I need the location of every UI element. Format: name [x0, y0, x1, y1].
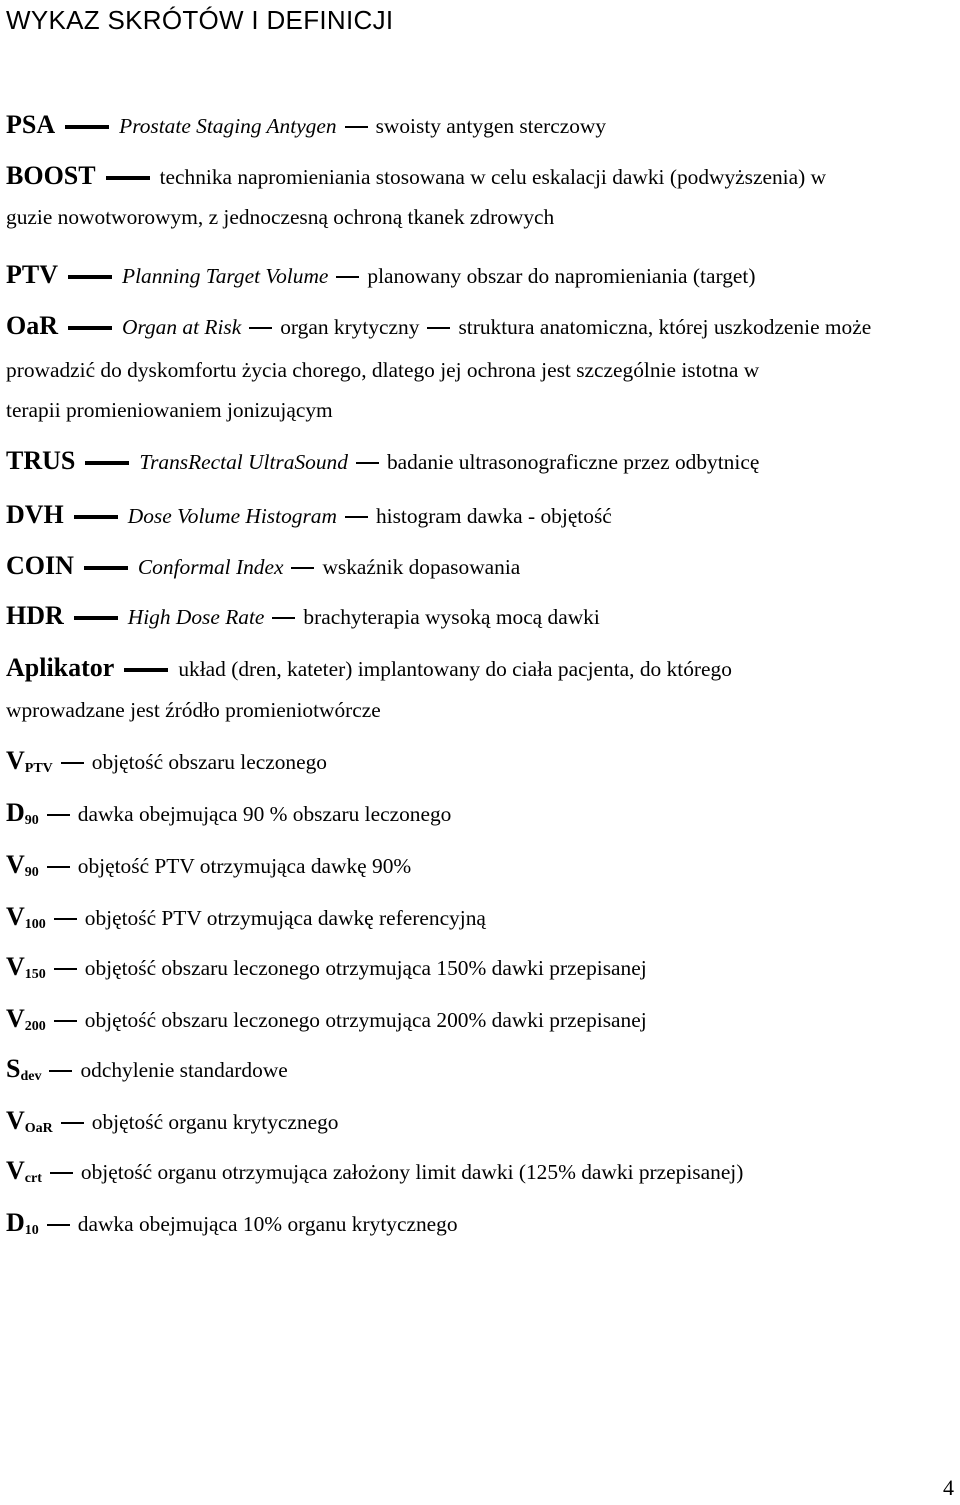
definition-text: histogram dawka - objętość — [375, 504, 612, 528]
definition-v90 — [6, 845, 946, 897]
english-name: High Dose Rate — [127, 605, 265, 629]
dash — [249, 327, 272, 329]
english-name: Dose Volume Histogram — [127, 504, 337, 528]
english-name: Prostate Staging Antygen — [119, 114, 337, 138]
definition-boost — [6, 155, 946, 253]
term-hdr: HDR — [6, 601, 64, 630]
definition-text: planowany obszar do napromieniania (target) — [367, 264, 756, 288]
term-vptv: $V_{PTV}$ — [6, 746, 53, 776]
definition-text: objętość PTV otrzymująca dawkę referencyjną — [84, 906, 486, 930]
dash — [49, 1070, 72, 1072]
dash — [106, 176, 150, 180]
english-name: TransRectal UltraSound — [139, 450, 348, 474]
term-d10: $D_{10}$ — [6, 1208, 39, 1238]
english-name: Planning Target Volume — [122, 264, 329, 288]
dash — [61, 1122, 84, 1124]
dash — [74, 616, 118, 620]
definition-v200 — [6, 999, 946, 1049]
dash — [68, 275, 112, 279]
definition-text: wprowadzane jest źródło promieniotwórcze — [6, 698, 381, 722]
definition-text: organ krytyczny — [280, 315, 420, 339]
term-vcrt: $V_{crt}$ — [6, 1156, 42, 1186]
dash — [345, 516, 368, 518]
dash — [85, 461, 129, 465]
dash — [68, 326, 112, 330]
definition-text: dawka obejmująca 90 % obszaru leczonego — [77, 802, 452, 826]
dash — [54, 1020, 77, 1022]
term-coin: COIN — [6, 551, 74, 580]
definition-text: objętość organu otrzymująca założony limit dawki (125% dawki przepisanej) — [80, 1160, 744, 1184]
term-trus: TRUS — [6, 446, 76, 475]
definition-text: terapii promieniowaniem jonizującym — [6, 398, 333, 422]
dash — [272, 617, 295, 619]
definition-vcrt — [6, 1151, 946, 1203]
definition-text: technika napromieniania stosowana w celu eskalacji dawki (podwyższenia) w — [159, 165, 827, 189]
definition-text: objętość obszaru leczonego otrzymująca 150% dawki przepisanej — [84, 956, 647, 980]
definition-d10 — [6, 1203, 946, 1253]
definition-psa — [6, 105, 946, 155]
dash — [47, 814, 70, 816]
definition-aplikator — [6, 645, 946, 741]
definition-trus — [6, 441, 946, 493]
definition-text: guzie nowotworowym, z jednoczesną ochroną tkanek zdrowych — [6, 205, 555, 229]
term-oar: OaR — [6, 311, 58, 340]
definition-text: układ (dren, kateter) implantowany do ciała pacjenta, do którego — [178, 657, 732, 681]
definition-text: objętość obszaru leczonego otrzymująca 200% dawki przepisanej — [84, 1008, 647, 1032]
dash — [427, 327, 450, 329]
dash — [47, 1224, 70, 1226]
definition-text: prowadzić do dyskomfortu życia chorego, dlatego jej ochrona jest szczególnie istotna w — [6, 358, 760, 382]
definition-hdr — [6, 593, 946, 645]
definition-text: odchylenie standardowe — [80, 1058, 288, 1082]
english-name: Conformal Index — [137, 555, 284, 579]
definition-vptv — [6, 741, 946, 793]
definition-v150 — [6, 947, 946, 999]
definition-text: objętość obszaru leczonego — [91, 750, 327, 774]
dash — [84, 566, 128, 570]
dash — [124, 668, 168, 672]
dash — [291, 567, 314, 569]
page-title: WYKAZ SKRÓTÓW I DEFINICJI — [6, 5, 394, 35]
term-d90: $D_{90}$ — [6, 798, 39, 828]
definition-text: dawka obejmująca 10% organu krytycznego — [77, 1212, 458, 1236]
definition-sdev — [6, 1049, 946, 1101]
definition-text: objętość organu krytycznego — [91, 1110, 339, 1134]
definition-oar — [6, 303, 946, 441]
definition-d90 — [6, 793, 946, 845]
term-v200: $V_{200}$ — [6, 1004, 46, 1034]
term-voar: $V_{OaR}$ — [6, 1106, 53, 1136]
english-name: Organ at Risk — [122, 315, 242, 339]
dash — [47, 866, 70, 868]
definition-text: badanie ultrasonograficzne przez odbytnicę — [386, 450, 760, 474]
dash — [54, 918, 77, 920]
term-v100: $V_{100}$ — [6, 902, 46, 932]
definition-v100 — [6, 897, 946, 947]
definition-text: wskaźnik dopasowania — [322, 555, 521, 579]
dash — [336, 276, 359, 278]
definition-text: swoisty antygen sterczowy — [375, 114, 607, 138]
term-ptv: PTV — [6, 260, 58, 289]
term-dvh: DVH — [6, 500, 64, 529]
term-boost: BOOST — [6, 161, 96, 190]
definitions-list — [6, 105, 946, 1253]
term-sdev: $S_{dev}$ — [6, 1054, 42, 1084]
dash — [65, 125, 109, 129]
dash — [74, 515, 118, 519]
definition-ptv — [6, 253, 946, 303]
definition-coin — [6, 543, 946, 593]
term-v90: $V_{90}$ — [6, 850, 39, 880]
dash — [345, 126, 368, 128]
definition-text: brachyterapia wysoką mocą dawki — [303, 605, 600, 629]
dash — [54, 968, 77, 970]
dash — [356, 462, 379, 464]
definition-text: struktura anatomiczna, której uszkodzenie może — [458, 315, 872, 339]
term-psa: PSA — [6, 110, 56, 139]
term-v150: $V_{150}$ — [6, 952, 46, 982]
page-number: 4 — [943, 1475, 954, 1500]
dash — [50, 1172, 73, 1174]
dash — [61, 762, 84, 764]
definition-dvh — [6, 493, 946, 543]
term-aplikator: Aplikator — [6, 653, 115, 682]
definition-voar — [6, 1101, 946, 1151]
definition-text: objętość PTV otrzymująca dawkę 90% — [77, 854, 412, 878]
